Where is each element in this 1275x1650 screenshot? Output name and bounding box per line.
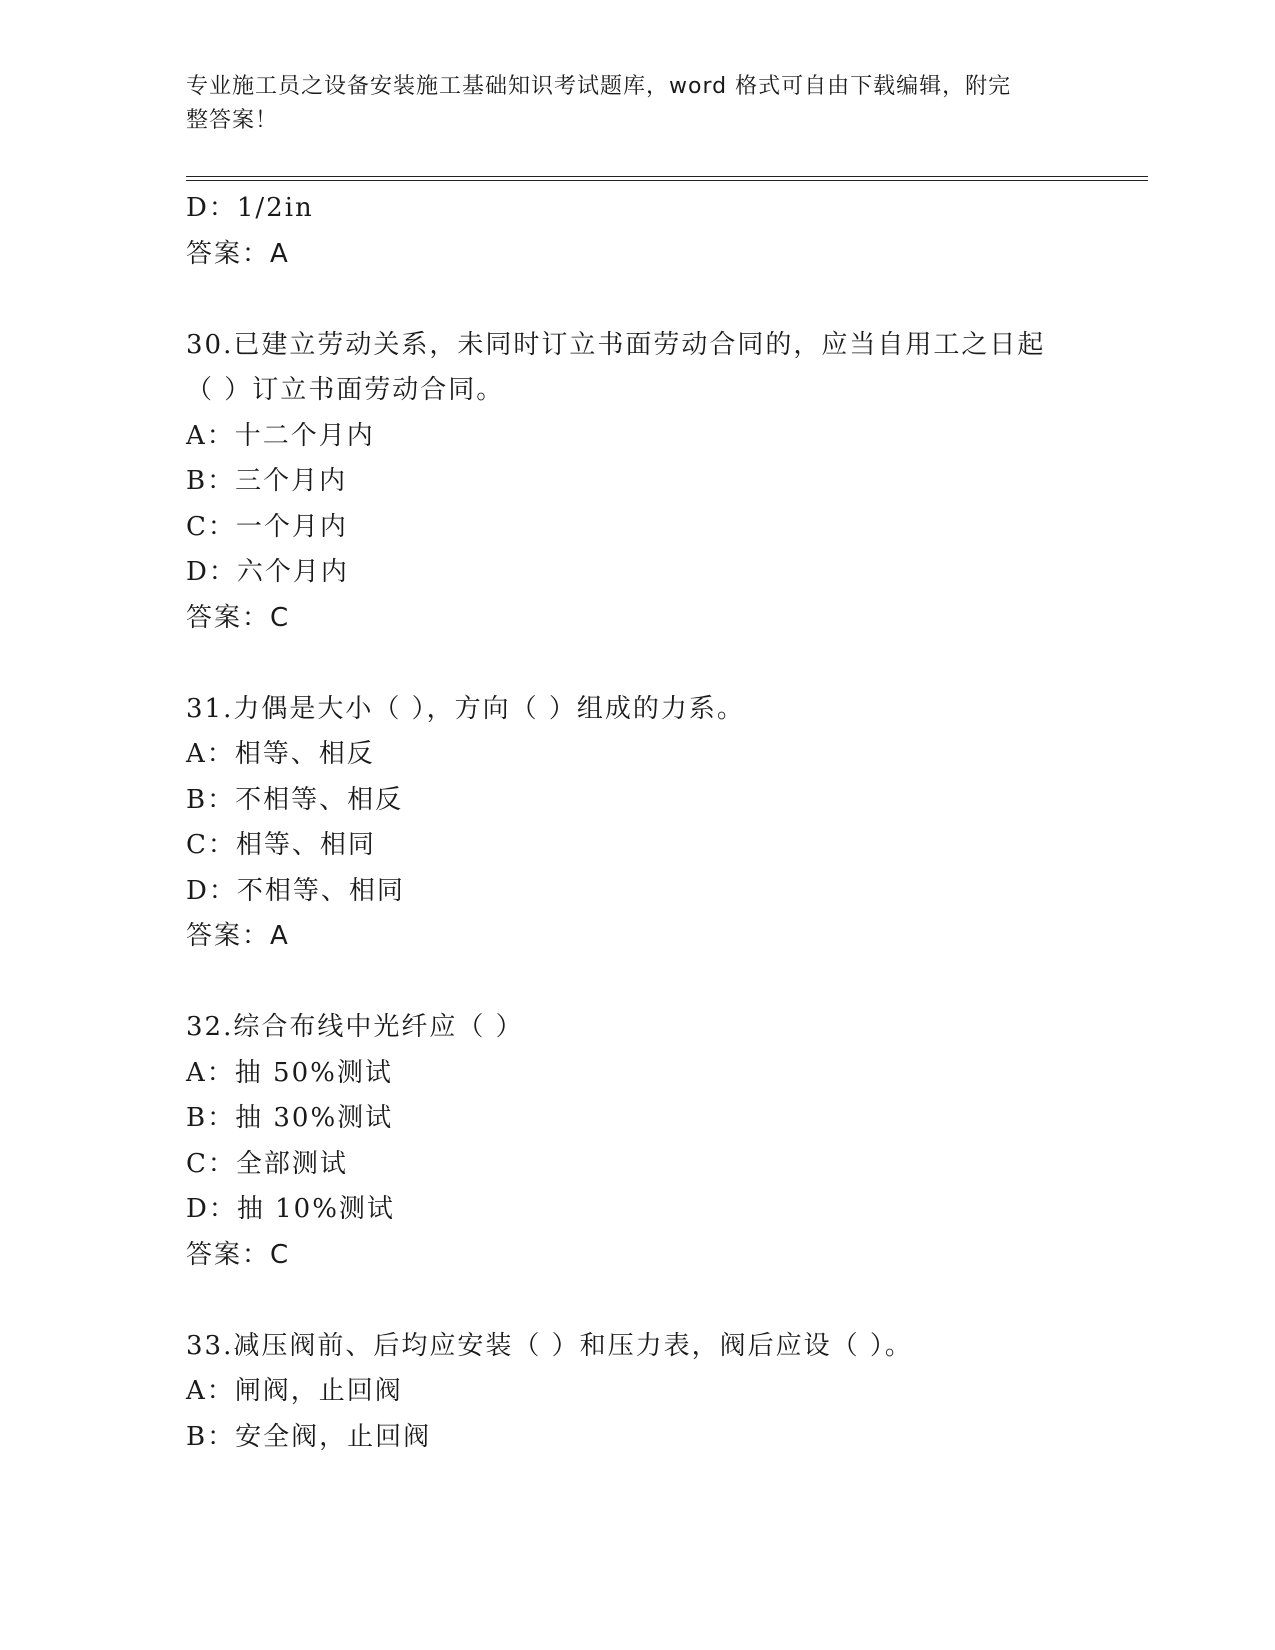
option-a: A：抽 50%测试: [186, 1057, 393, 1088]
answer: 答案：A: [186, 921, 290, 951]
option-b: B：抽 30%测试: [186, 1103, 394, 1133]
option-c: C：一个月内: [186, 511, 348, 542]
question-33: [186, 1324, 1106, 1461]
answer: 答案：C: [186, 602, 291, 633]
option-c: C：相等、相同: [186, 830, 376, 860]
spacer: [186, 277, 1106, 323]
document-header: [186, 70, 1066, 138]
option-a: A：闸阀，止回阀: [186, 1376, 403, 1406]
option-a: A：十二个月内: [186, 420, 375, 451]
option-d: D：1/2in: [186, 193, 314, 223]
question-text: 32.综合布线中光纤应（ ）: [186, 1012, 524, 1042]
header-divider-top: [186, 176, 1148, 177]
option-c: C：全部测试: [186, 1148, 348, 1179]
question-text: 31.力偶是大小（ ），方向（ ）组成的力系。: [186, 693, 745, 724]
header-line-2: 整答案！: [186, 108, 279, 133]
question-32: [186, 1005, 1106, 1278]
option-a: A：相等、相反: [186, 739, 375, 769]
option-b: B：不相等、相反: [186, 784, 404, 815]
option-b: B：安全阀，止回阀: [186, 1421, 432, 1452]
question-31: [186, 687, 1106, 960]
answer: 答案：C: [186, 1239, 291, 1270]
spacer: [186, 1278, 1106, 1324]
option-d: D：抽 10%测试: [186, 1194, 395, 1224]
option-d: D：六个月内: [186, 557, 349, 587]
question-text: 33.减压阀前、后均应安装（ ）和压力表，阀后应设（ ）。: [186, 1330, 913, 1361]
question-content: [186, 186, 1106, 1460]
header-line-1: 专业施工员之设备安装施工基础知识考试题库，word 格式可自由下载编辑，附完: [186, 74, 1012, 99]
option-d: D：不相等、相同: [186, 875, 405, 906]
question-text-continued: （ ）订立书面劳动合同。: [186, 375, 505, 405]
question-text: 30.已建立劳动关系，未同时订立书面劳动合同的，应当自用工之日起: [186, 329, 1046, 360]
spacer: [186, 960, 1106, 1006]
header-divider-bottom: [186, 180, 1148, 181]
spacer: [186, 641, 1106, 687]
question-30: [186, 323, 1106, 642]
option-b: B：三个月内: [186, 466, 348, 496]
answer: 答案：A: [186, 238, 290, 269]
